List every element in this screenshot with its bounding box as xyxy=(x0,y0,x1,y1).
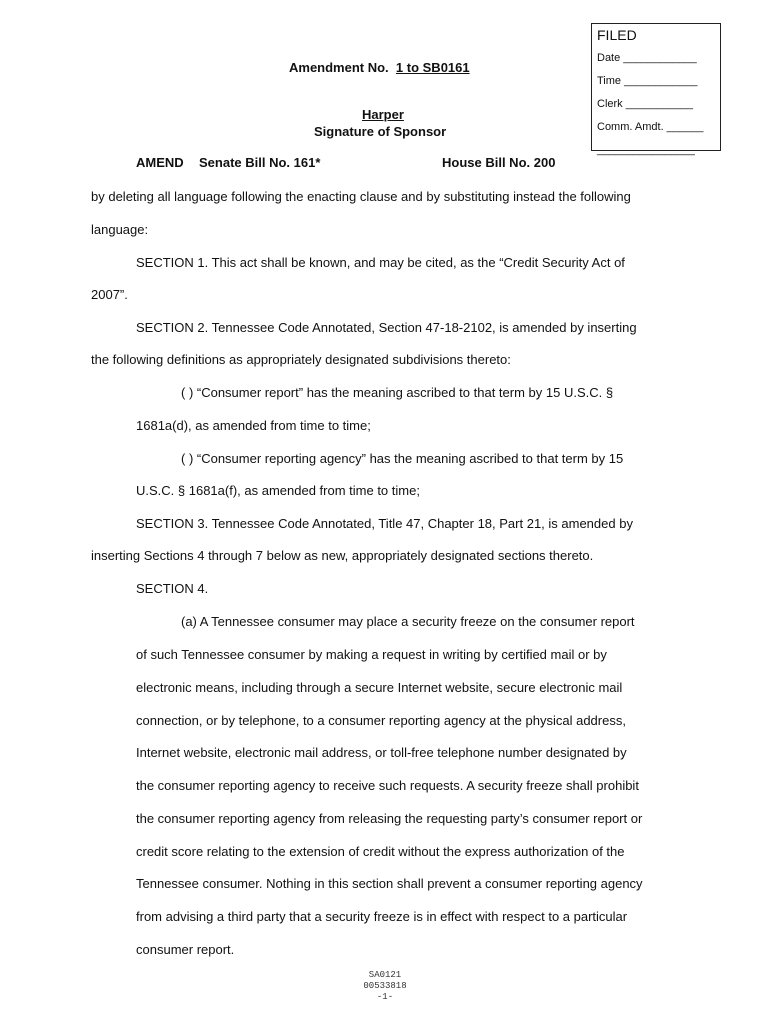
senate-bill-number: Senate Bill No. 161* xyxy=(199,155,321,170)
body-line: the consumer reporting agency from releasing the requesting party’s consumer report or xyxy=(136,811,643,826)
body-line: U.S.C. § 1681a(f), as amended from time to time; xyxy=(136,483,420,498)
definition-consumer-report: ( ) “Consumer report” has the meaning ascribed to that term by 15 U.S.C. § xyxy=(181,385,614,400)
body-line: 1681a(d), as amended from time to time; xyxy=(136,418,371,433)
section-2-heading-line: SECTION 2. Tennessee Code Annotated, Section 47-18-2102, is amended by inserting xyxy=(136,320,637,335)
filed-title: FILED xyxy=(597,27,637,43)
footer-code-1: SA0121 xyxy=(368,970,402,980)
body-line: language: xyxy=(91,222,149,237)
body-line: the following definitions as appropriately designated subdivisions thereto: xyxy=(91,352,511,367)
body-line: consumer report. xyxy=(136,942,235,957)
filed-comm-amdt-row: Comm. Amdt. ______ xyxy=(597,121,704,133)
section-3-heading-line: SECTION 3. Tennessee Code Annotated, Title 47, Chapter 18, Part 21, is amended by xyxy=(136,516,633,531)
definition-consumer-reporting-agency: ( ) “Consumer reporting agency” has the meaning ascribed to that term by 15 xyxy=(181,451,624,466)
footer-code-2: 00533818 xyxy=(363,981,407,991)
section-1-heading-line: SECTION 1. This act shall be known, and may be cited, as the “Credit Security Act of xyxy=(136,255,625,270)
body-line: connection, or by telephone, to a consumer reporting agency at the physical address, xyxy=(136,713,626,728)
body-line: Tennessee consumer. Nothing in this section shall prevent a consumer reporting agency xyxy=(136,876,643,891)
body-line: from advising a third party that a security freeze is in effect with respect to a particular xyxy=(136,909,628,924)
body-line: the consumer reporting agency to receive such requests. A security freeze shall prohibit xyxy=(136,778,639,793)
amendment-label: Amendment No. xyxy=(289,60,389,75)
sponsor-caption: Signature of Sponsor xyxy=(314,124,447,139)
house-bill-number: House Bill No. 200 xyxy=(442,155,556,170)
filed-date-row: Date ____________ xyxy=(597,52,697,64)
page-number: -1- xyxy=(376,992,394,1002)
filed-clerk-row: Clerk ___________ xyxy=(597,98,694,110)
page-footer xyxy=(0,970,770,1003)
filed-blank-row: ________________ xyxy=(597,144,695,156)
section-4-heading: SECTION 4. xyxy=(136,581,209,596)
amend-label: AMEND xyxy=(136,155,184,170)
amendment-heading xyxy=(289,60,470,76)
body-line: credit score relating to the extension of credit without the express authorization of the xyxy=(136,844,625,859)
body-line: inserting Sections 4 through 7 below as new, appropriately designated sections thereto. xyxy=(91,548,594,563)
body-line: 2007”. xyxy=(91,287,128,302)
amendment-number: 1 to SB0161 xyxy=(395,60,470,75)
subsection-a-line: (a) A Tennessee consumer may place a security freeze on the consumer report xyxy=(181,614,635,629)
body-line: of such Tennessee consumer by making a request in writing by certified mail or by xyxy=(136,647,607,662)
body-line: Internet website, electronic mail address, or toll-free telephone number designated by xyxy=(136,745,627,760)
filed-time-row: Time ____________ xyxy=(597,75,698,87)
filed-stamp-box xyxy=(591,23,721,156)
body-line: electronic means, including through a secure Internet website, secure electronic mail xyxy=(136,680,623,695)
body-line: by deleting all language following the enacting clause and by substituting instead the following xyxy=(91,189,631,204)
sponsor-name: Harper xyxy=(362,107,404,122)
